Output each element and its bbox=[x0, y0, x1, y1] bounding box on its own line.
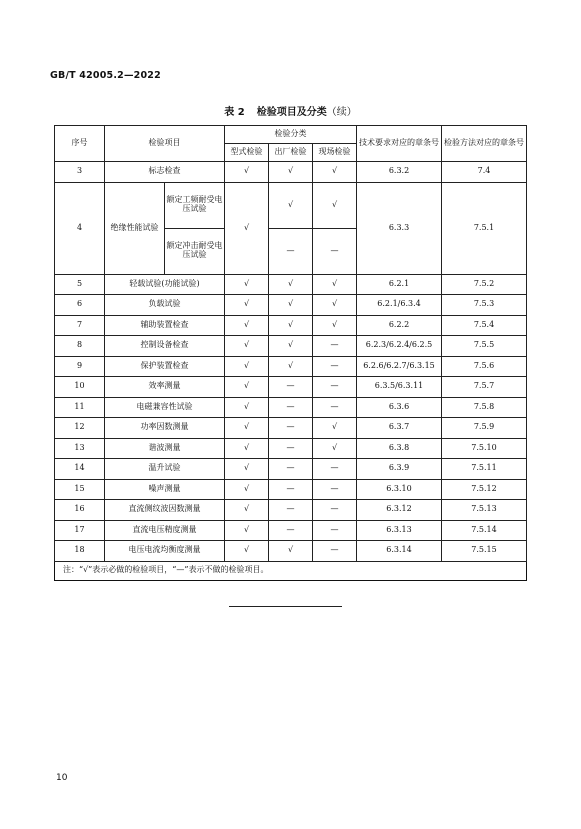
cell-factory: √ bbox=[269, 541, 313, 562]
cell-factory: √ bbox=[269, 356, 313, 377]
cell-item: 功率因数测量 bbox=[105, 418, 225, 439]
cell-type: √ bbox=[225, 182, 269, 274]
end-rule bbox=[229, 606, 342, 607]
cell-seq: 17 bbox=[55, 520, 105, 541]
cell-type: √ bbox=[225, 397, 269, 418]
cell-factory: — bbox=[269, 438, 313, 459]
cell-factory: — bbox=[269, 459, 313, 480]
cell-site: √ bbox=[313, 274, 357, 295]
table-number: 表 2 bbox=[224, 107, 245, 118]
cell-type: √ bbox=[225, 520, 269, 541]
cell-method: 7.5.7 bbox=[442, 377, 527, 398]
cell-item: 谐波测量 bbox=[105, 438, 225, 459]
cell-req: 6.3.8 bbox=[357, 438, 442, 459]
cell-item: 保护装置检查 bbox=[105, 356, 225, 377]
inspection-table bbox=[54, 125, 527, 581]
cell-factory: — bbox=[269, 500, 313, 521]
cell-factory: √ bbox=[269, 336, 313, 357]
cell-req: 6.2.2 bbox=[357, 315, 442, 336]
cell-subitem bbox=[165, 182, 225, 228]
cell-site: √ bbox=[313, 438, 357, 459]
cell-seq: 9 bbox=[55, 356, 105, 377]
cell-site: — bbox=[313, 397, 357, 418]
cell-site: √ bbox=[313, 295, 357, 316]
cell-type: √ bbox=[225, 541, 269, 562]
cell-req: 6.3.7 bbox=[357, 418, 442, 439]
cell-site: — bbox=[313, 228, 357, 274]
table-row bbox=[55, 418, 527, 439]
cell-req: 6.2.1/6.3.4 bbox=[357, 295, 442, 316]
cell-factory: — bbox=[269, 418, 313, 439]
table-row bbox=[55, 500, 527, 521]
cell-type: √ bbox=[225, 500, 269, 521]
header-category: 检验分类 bbox=[225, 126, 357, 144]
cell-type: √ bbox=[225, 479, 269, 500]
header-tech-req bbox=[357, 126, 442, 162]
cell-req: 6.3.9 bbox=[357, 459, 442, 480]
cell-type: √ bbox=[225, 459, 269, 480]
cell-method: 7.5.4 bbox=[442, 315, 527, 336]
cell-factory: — bbox=[269, 520, 313, 541]
table-row bbox=[55, 438, 527, 459]
cell-req: 6.3.3 bbox=[357, 182, 442, 274]
cell-seq: 3 bbox=[55, 162, 105, 183]
cell-type: √ bbox=[225, 274, 269, 295]
table-row bbox=[55, 182, 527, 228]
cell-site: √ bbox=[313, 162, 357, 183]
table-row bbox=[55, 336, 527, 357]
cell-site: — bbox=[313, 377, 357, 398]
cell-method: 7.5.15 bbox=[442, 541, 527, 562]
header-site-test: 现场检验 bbox=[313, 144, 357, 162]
header-factory-test: 出厂检验 bbox=[269, 144, 313, 162]
cell-method: 7.5.11 bbox=[442, 459, 527, 480]
cell-seq: 18 bbox=[55, 541, 105, 562]
cell-seq: 4 bbox=[55, 182, 105, 274]
cell-site: — bbox=[313, 336, 357, 357]
cell-type: √ bbox=[225, 162, 269, 183]
cell-req: 6.2.1 bbox=[357, 274, 442, 295]
table-caption bbox=[0, 103, 581, 118]
cell-item: 温升试验 bbox=[105, 459, 225, 480]
cell-type: √ bbox=[225, 418, 269, 439]
cell-site: — bbox=[313, 459, 357, 480]
header-seq: 序号 bbox=[55, 126, 105, 162]
header-method-text: 检验方法对应的章条号 bbox=[444, 138, 524, 148]
table-title: 检验项目及分类 bbox=[256, 107, 327, 118]
cell-method: 7.5.13 bbox=[442, 500, 527, 521]
table-note: 注：“√”表示必做的检验项目，“—”表示不做的检验项目。 bbox=[55, 561, 527, 580]
cell-type: √ bbox=[225, 356, 269, 377]
cell-req: 6.3.2 bbox=[357, 162, 442, 183]
cell-req: 6.3.14 bbox=[357, 541, 442, 562]
cell-type: √ bbox=[225, 295, 269, 316]
cell-method: 7.5.1 bbox=[442, 182, 527, 274]
cell-seq: 5 bbox=[55, 274, 105, 295]
cell-factory: — bbox=[269, 479, 313, 500]
cell-seq: 6 bbox=[55, 295, 105, 316]
cell-subitem bbox=[165, 228, 225, 274]
table-row bbox=[55, 162, 527, 183]
table-row bbox=[55, 356, 527, 377]
cell-item: 控制设备检查 bbox=[105, 336, 225, 357]
cell-type: √ bbox=[225, 438, 269, 459]
cell-req: 6.3.10 bbox=[357, 479, 442, 500]
cell-seq: 13 bbox=[55, 438, 105, 459]
header-item: 检验项目 bbox=[105, 126, 225, 162]
cell-item: 辅助装置检查 bbox=[105, 315, 225, 336]
table-row bbox=[55, 520, 527, 541]
cell-item: 轻载试验(功能试验) bbox=[105, 274, 225, 295]
page-number: 10 bbox=[56, 773, 68, 783]
table-row bbox=[55, 274, 527, 295]
cell-factory: √ bbox=[269, 162, 313, 183]
cell-factory: — bbox=[269, 228, 313, 274]
cell-method: 7.5.14 bbox=[442, 520, 527, 541]
cell-method: 7.5.2 bbox=[442, 274, 527, 295]
cell-req: 6.3.12 bbox=[357, 500, 442, 521]
cell-item: 负载试验 bbox=[105, 295, 225, 316]
table-row bbox=[55, 295, 527, 316]
cell-site: √ bbox=[313, 182, 357, 228]
cell-req: 6.3.13 bbox=[357, 520, 442, 541]
cell-type: √ bbox=[225, 315, 269, 336]
cell-site: — bbox=[313, 541, 357, 562]
header-tech-req-text: 技术要求对应的章条号 bbox=[359, 138, 439, 148]
table-row bbox=[55, 377, 527, 398]
cell-site: √ bbox=[313, 418, 357, 439]
cell-subitem-text: 额定冲击耐受电压试验 bbox=[166, 241, 223, 259]
cell-seq: 12 bbox=[55, 418, 105, 439]
table-continued: （续） bbox=[326, 107, 357, 118]
cell-seq: 8 bbox=[55, 336, 105, 357]
cell-item: 直流电压精度测量 bbox=[105, 520, 225, 541]
cell-factory: √ bbox=[269, 295, 313, 316]
cell-item bbox=[105, 182, 165, 274]
cell-seq: 10 bbox=[55, 377, 105, 398]
table-row bbox=[55, 541, 527, 562]
table-row bbox=[55, 479, 527, 500]
cell-method: 7.5.3 bbox=[442, 295, 527, 316]
cell-factory: — bbox=[269, 397, 313, 418]
cell-site: — bbox=[313, 356, 357, 377]
cell-site: — bbox=[313, 520, 357, 541]
cell-subitem-text: 额定工频耐受电压试验 bbox=[166, 195, 223, 213]
cell-req: 6.2.6/6.2.7/6.3.15 bbox=[357, 356, 442, 377]
cell-req: 6.3.5/6.3.11 bbox=[357, 377, 442, 398]
header-method bbox=[442, 126, 527, 162]
cell-item-text: 绝缘性能试验 bbox=[110, 222, 159, 232]
cell-seq: 7 bbox=[55, 315, 105, 336]
cell-method: 7.4 bbox=[442, 162, 527, 183]
cell-site: √ bbox=[313, 315, 357, 336]
cell-factory: √ bbox=[269, 315, 313, 336]
cell-item: 电压电流均衡度测量 bbox=[105, 541, 225, 562]
header-type-test: 型式检验 bbox=[225, 144, 269, 162]
cell-seq: 15 bbox=[55, 479, 105, 500]
table-row bbox=[55, 397, 527, 418]
cell-type: √ bbox=[225, 336, 269, 357]
header-row bbox=[55, 126, 527, 144]
cell-method: 7.5.5 bbox=[442, 336, 527, 357]
cell-factory: √ bbox=[269, 274, 313, 295]
cell-item: 电磁兼容性试验 bbox=[105, 397, 225, 418]
cell-item: 噪声测量 bbox=[105, 479, 225, 500]
cell-method: 7.5.10 bbox=[442, 438, 527, 459]
cell-site: — bbox=[313, 479, 357, 500]
table-row bbox=[55, 459, 527, 480]
cell-seq: 11 bbox=[55, 397, 105, 418]
cell-item: 标志检查 bbox=[105, 162, 225, 183]
cell-method: 7.5.6 bbox=[442, 356, 527, 377]
cell-method: 7.5.12 bbox=[442, 479, 527, 500]
cell-method: 7.5.8 bbox=[442, 397, 527, 418]
cell-seq: 16 bbox=[55, 500, 105, 521]
cell-req: 6.3.6 bbox=[357, 397, 442, 418]
table-row bbox=[55, 315, 527, 336]
cell-item: 效率测量 bbox=[105, 377, 225, 398]
cell-method: 7.5.9 bbox=[442, 418, 527, 439]
cell-type: √ bbox=[225, 377, 269, 398]
cell-seq: 14 bbox=[55, 459, 105, 480]
cell-req: 6.2.3/6.2.4/6.2.5 bbox=[357, 336, 442, 357]
note-row bbox=[55, 561, 527, 580]
standard-code: GB/T 42005.2—2022 bbox=[50, 70, 161, 81]
cell-factory: — bbox=[269, 377, 313, 398]
cell-factory: √ bbox=[269, 182, 313, 228]
cell-site: — bbox=[313, 500, 357, 521]
cell-item: 直流侧纹波因数测量 bbox=[105, 500, 225, 521]
